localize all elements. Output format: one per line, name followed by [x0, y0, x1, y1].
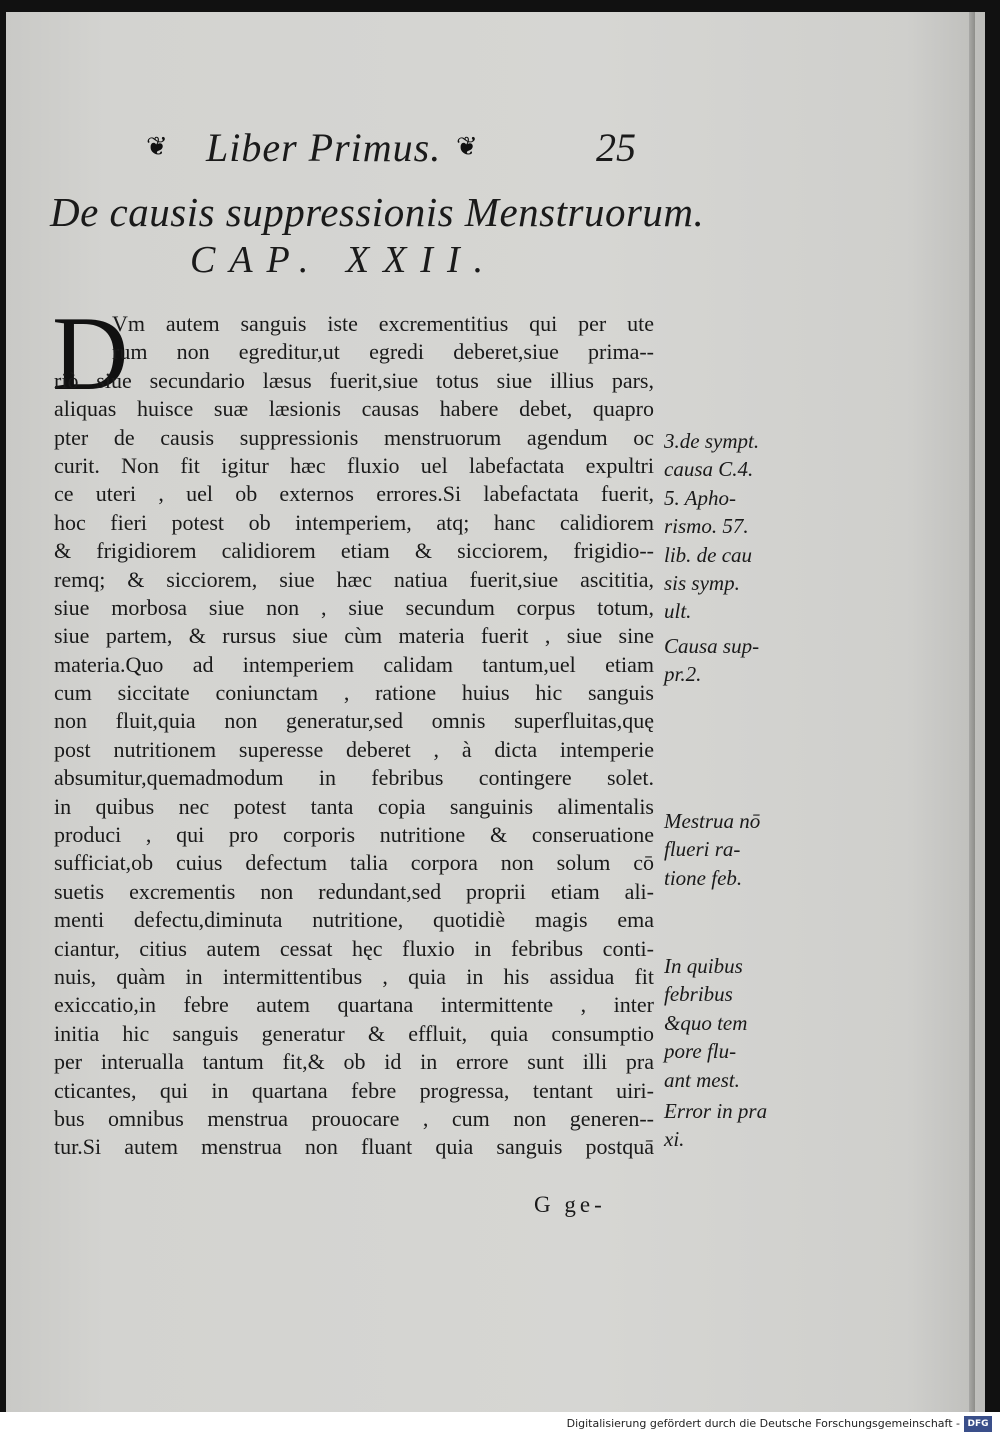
margin-note-line: tione feb.: [664, 865, 743, 890]
margin-note-line: Error in pra: [664, 1099, 768, 1123]
text-line: materia.Quo ad intemperiem calidam tantum,uel etiam: [54, 651, 654, 677]
chapter-title: De causis suppressionis Menstruorum.: [50, 189, 705, 235]
margin-note-line: &quo tem: [664, 1010, 748, 1035]
text-line: exiccatio,in febre autem quartana intermittente , inter: [54, 992, 654, 1018]
margin-note-line: xi.: [664, 1127, 685, 1152]
text-line: siue partem, & rursus siue cùm materia fuerit , siue sine: [54, 623, 654, 649]
ornament-right-icon: ❦: [456, 132, 476, 161]
margin-note-line: 3.de sympt.: [664, 429, 760, 453]
page-edge: [969, 12, 975, 1412]
text-line: suetis excrementis non redundant,sed proprii etiam ali-: [54, 878, 654, 904]
margin-note-line: ant mest.: [664, 1067, 740, 1092]
digitization-footer: [0, 1412, 1000, 1437]
running-head: [146, 120, 666, 180]
text-line: produci , qui pro corporis nutritione & conseruatione: [54, 822, 654, 848]
dfg-logo: DFG: [964, 1416, 992, 1432]
text-line: pter de causis suppressionis menstruorum agendum oc: [54, 424, 654, 450]
text-line: absumitur,quemadmodum in febribus contingere solet.: [54, 765, 654, 791]
text-line: rum non egreditur,ut egredi deberet,siue prima--: [112, 339, 654, 365]
chapter-number: CAP. XXII.: [190, 239, 498, 281]
text-line: riò siue secundario læsus fuerit,siue totus siue illius pars,: [54, 367, 654, 393]
text-line: tur.Si autem menstrua non fluant quia sanguis postquā: [54, 1134, 654, 1160]
text-line: in quibus nec potest tanta copia sanguinis alimentalis: [54, 793, 654, 819]
margin-note: [664, 427, 794, 626]
margin-note-line: 5. Apho-: [664, 485, 736, 510]
margin-note-line: pr.2.: [664, 662, 702, 687]
text-line: menti defectu,diminuta nutritione, quotidiè magis ema: [54, 907, 654, 933]
text-line: cum siccitate coniunctam , ratione huius hic sanguis: [54, 680, 654, 706]
catchwords: G ge-: [534, 1192, 606, 1217]
text-line: per interualla tantum fit,& ob id in errore sunt illi pra: [54, 1049, 654, 1075]
funding-credit: Digitalisierung gefördert durch die Deutsche Forschungsgemeinschaft -: [566, 1417, 960, 1430]
text-line: curit. Non fit igitur hæc fluxio uel labefactata expultri: [54, 452, 654, 478]
margin-note-line: Mestrua nō: [664, 809, 761, 833]
text-line: nuis, quàm in intermittentibus , quia in his assidua fit: [54, 963, 654, 989]
margin-note: [664, 1097, 794, 1154]
margin-note-line: febribus: [664, 982, 733, 1007]
text-line: post nutritionem superesse deberet , à dicta intemperie: [54, 736, 654, 762]
margin-note-line: rismo. 57.: [664, 514, 749, 539]
text-line: sufficiat,ob cuius defectum talia corpora non solum cō: [54, 850, 654, 876]
text-line: hoc fieri potest ob intemperiem, atq; hanc calidiorem: [54, 509, 654, 535]
margin-note: [664, 807, 794, 892]
text-line: bus omnibus menstrua prouocare , cum non generen--: [54, 1105, 654, 1131]
margin-note-line: ult.: [664, 599, 692, 624]
ornament-left-icon: ❦: [146, 132, 166, 161]
margin-note-line: pore flu-: [664, 1039, 737, 1064]
margin-note-line: In quibus: [664, 954, 743, 978]
text-line: aliquas huisce suæ læsionis causas habere debet, quapro: [54, 396, 654, 422]
text-line: ciantur, citius autem cessat hęc fluxio in febribus conti-: [54, 935, 654, 961]
text-line: ce uteri , uel ob externos errores.Si labefactata fuerit,: [54, 481, 654, 507]
margin-note-line: lib. de cau: [664, 542, 753, 567]
book-page: [6, 12, 985, 1412]
text-line: siue morbosa siue non , siue secundum corpus totum,: [54, 594, 654, 620]
margin-note-line: Causa sup-: [664, 634, 760, 658]
text-line: initia hic sanguis generatur & effluit, quia consumptio: [54, 1020, 654, 1046]
running-title: Liber Primus.: [206, 125, 442, 170]
drop-capital: D: [52, 295, 129, 412]
margin-note: [664, 632, 794, 689]
text-line: Vm autem sanguis iste excrementitius qui per ute: [112, 311, 654, 336]
page-number: 25: [596, 125, 636, 170]
text-line: non fluit,quia non generatur,sed omnis superfluitas,quę: [54, 708, 654, 734]
margin-note-line: flueri ra-: [664, 837, 741, 862]
body-text: [54, 310, 654, 1162]
text-line: remq; & sicciorem, siue hæc natiua fuerit,siue ascititia,: [54, 566, 654, 592]
margin-note-line: sis symp.: [664, 570, 740, 595]
margin-note: [664, 952, 794, 1094]
text-line: cticantes, qui in quartana febre progressa, tentant uiri-: [54, 1077, 654, 1103]
text-line: & frigidiorem calidiorem etiam & sicciorem, frigidio--: [54, 538, 654, 564]
margin-note-line: causa C.4.: [664, 457, 754, 482]
